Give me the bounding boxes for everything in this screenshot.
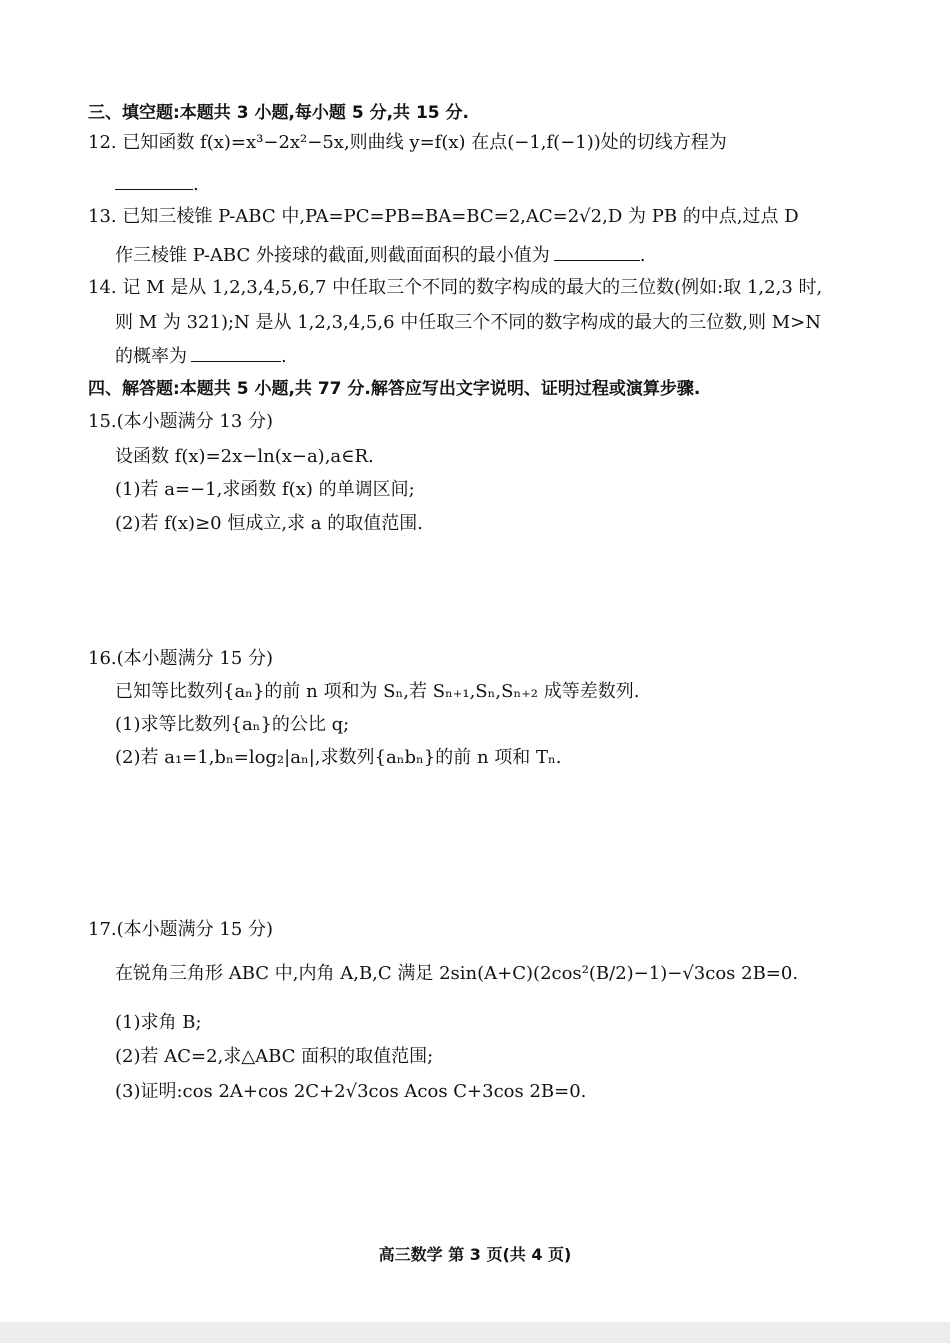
q15-part1: (1)若 a=−1,求函数 f(x) 的单调区间; [115,479,415,500]
q12-period: . [193,174,199,195]
q16-stem: 已知等比数列{aₙ}的前 n 项和为 Sₙ,若 Sₙ₊₁,Sₙ,Sₙ₊₂ 成等差数列. [115,681,640,702]
q17-part2: (2)若 AC=2,求△ABC 面积的取值范围; [115,1046,434,1067]
q15-header: 15.(本小题满分 13 分) [88,411,274,432]
q12-answer-line [115,171,199,197]
q14-line3-text: 的概率为 [115,346,187,367]
q14-line2: 则 M 为 321);N 是从 1,2,3,4,5,6 中任取三个不同的数字构成的最大的三位数,则 M>N [115,312,821,333]
q16-header: 16.(本小题满分 15 分) [88,648,274,669]
q15-stem: 设函数 f(x)=2x−ln(x−a),a∈R. [115,446,374,467]
q17-stem: 在锐角三角形 ABC 中,内角 A,B,C 满足 2sin(A+C)(2cos²(B/2)−1)−√3cos 2B=0. [115,963,799,984]
q17-header: 17.(本小题满分 15 分) [88,919,274,940]
q16-part2: (2)若 a₁=1,bₙ=log₂|aₙ|,求数列{aₙbₙ}的前 n 项和 Tₙ. [115,747,562,768]
q13-line1: 13. 已知三棱锥 P-ABC 中,PA=PC=PB=BA=BC=2,AC=2√2,D 为 PB 的中点,过点 D [88,206,799,227]
q15-part2: (2)若 f(x)≥0 恒成立,求 a 的取值范围. [115,513,423,534]
section-4-title: 四、解答题:本题共 5 小题,共 77 分.解答应写出文字说明、证明过程或演算步骤. [88,379,701,399]
q14-line3 [115,343,287,369]
q17-part1: (1)求角 B; [115,1012,202,1033]
q14-period: . [281,346,287,367]
bottom-margin-band [0,1322,950,1343]
section-3-title: 三、填空题:本题共 3 小题,每小题 5 分,共 15 分. [88,103,469,123]
q12-answer-blank[interactable] [115,171,193,190]
q13-answer-blank[interactable] [554,242,640,261]
q16-part1: (1)求等比数列{aₙ}的公比 q; [115,714,350,735]
q13-period: . [639,245,646,266]
q17-part3: (3)证明:cos 2A+cos 2C+2√3cos Acos C+3cos 2B=0. [115,1081,587,1102]
q13-line2-text: 作三棱锥 P-ABC 外接球的截面,则截面面积的最小值为 [115,245,550,266]
q13-line2 [115,242,645,268]
page-footer: 高三数学 第 3 页(共 4 页) [378,1245,572,1264]
q12-line1: 12. 已知函数 f(x)=x³−2x²−5x,则曲线 y=f(x) 在点(−1,f(−1))处的切线方程为 [88,132,727,153]
q14-answer-blank[interactable] [191,343,281,362]
q14-line1: 14. 记 M 是从 1,2,3,4,5,6,7 中任取三个不同的数字构成的最大的三位数(例如:取 1,2,3 时, [88,277,823,298]
